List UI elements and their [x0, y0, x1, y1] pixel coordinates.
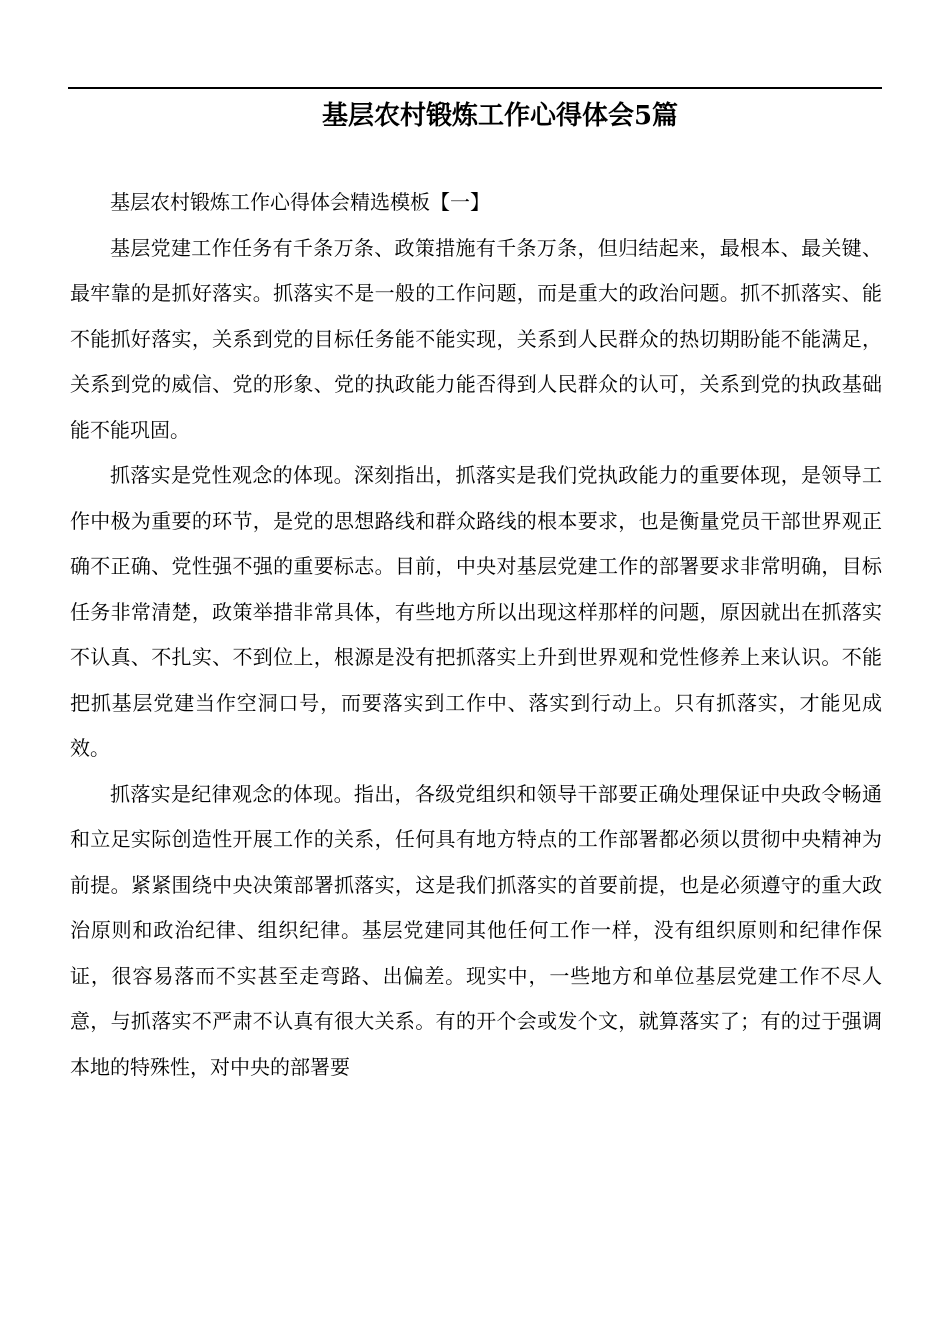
document-body [70, 180, 882, 1090]
paragraph-1: 基层党建工作任务有千条万条、政策措施有千条万条，但归结起来，最根本、最关键、最牢靠的是抓好落实。抓落实不是一般的工作问题，而是重大的政治问题。抓不抓落实、能不能抓好落实，关系到党的目标任务能不能实现，关系到人民群众的热切期盼能不能满足，关系到党的威信、党的形象、党的执政能力能否得到人民群众的认可，关系到党的执政基础能不能巩固。 [70, 235, 882, 442]
header-rule [68, 87, 882, 89]
section-heading: 基层农村锻炼工作心得体会精选模板【一】 [110, 190, 490, 214]
document-title: 基层农村锻炼工作心得体会5篇 [321, 101, 679, 131]
paragraph-2: 抓落实是党性观念的体现。深刻指出，抓落实是我们党执政能力的重要体现，是领导工作中极为重要的环节，是党的思想路线和群众路线的根本要求，也是衡量党员干部世界观正确不正确、党性强不强的重要标志。目前，中央对基层党建工作的部署要求非常明确，目标任务非常清楚，政策举措非常具体，有些地方所以出现这样那样的问题，原因就出在抓落实不认真、不扎实、不到位上，根源是没有把抓落实上升到世界观和党性修养上来认识。不能把抓基层党建当作空洞口号，而要落实到工作中、落实到行动上。只有抓落实，才能见成效。 [70, 463, 882, 760]
paragraph-3: 抓落实是纪律观念的体现。指出，各级党组织和领导干部要正确处理保证中央政令畅通和立足实际创造性开展工作的关系，任何具有地方特点的工作部署都必须以贯彻中央精神为前提。紧紧围绕中央决策部署抓落实，这是我们抓落实的首要前提，也是必须遵守的重大政治原则和政治纪律、组织纪律。基层党建同其他任何工作一样，没有组织原则和纪律作保证，很容易落而不实甚至走弯路、出偏差。现实中，一些地方和单位基层党建工作不尽人意，与抓落实不严肃不认真有很大关系。有的开个会或发个文，就算落实了；有的过于强调本地的特殊性，对中央的部署要 [70, 781, 882, 1079]
